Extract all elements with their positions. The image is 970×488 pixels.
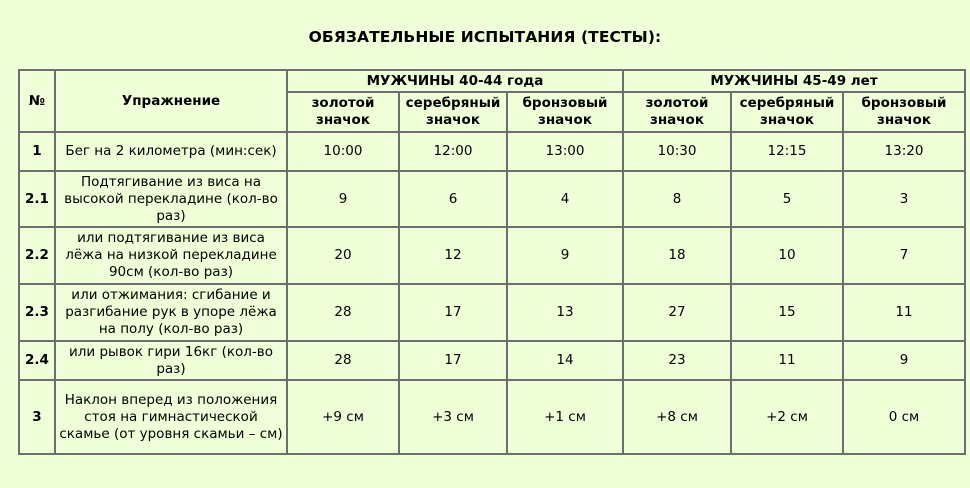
value-cell: 3 [843, 171, 965, 227]
row-number: 2.1 [19, 171, 55, 227]
exercise-cell: Подтягивание из виса на высокой перекладине (кол-во раз) [55, 171, 287, 227]
row-number: 2.4 [19, 341, 55, 380]
header-badge: серебряный значок [731, 92, 843, 132]
value-cell: 20 [287, 227, 399, 284]
exercise-cell: или отжимания: сгибание и разгибание рук в упоре лёжа на полу (кол-во раз) [55, 284, 287, 341]
value-cell: 10:00 [287, 132, 399, 171]
table-row [19, 341, 965, 380]
row-number: 1 [19, 132, 55, 171]
header-row-groups [19, 70, 965, 92]
norms-table [18, 69, 966, 455]
table-row [19, 227, 965, 284]
row-number: 3 [19, 380, 55, 454]
value-cell: +1 см [507, 380, 623, 454]
value-cell: +9 см [287, 380, 399, 454]
header-badge: серебряный значок [399, 92, 507, 132]
header-badge: бронзовый значок [507, 92, 623, 132]
value-cell: +8 см [623, 380, 731, 454]
value-cell: 4 [507, 171, 623, 227]
value-cell: +2 см [731, 380, 843, 454]
value-cell: 13:20 [843, 132, 965, 171]
exercise-cell: Бег на 2 километра (мин:сек) [55, 132, 287, 171]
value-cell: 12 [399, 227, 507, 284]
value-cell: 28 [287, 284, 399, 341]
value-cell: 9 [843, 341, 965, 380]
header-badge: золотой значок [623, 92, 731, 132]
exercise-cell: Наклон вперед из положения стоя на гимнастической скамье (от уровня скамьи – см) [55, 380, 287, 454]
value-cell: 11 [731, 341, 843, 380]
value-cell: 17 [399, 341, 507, 380]
value-cell: 7 [843, 227, 965, 284]
value-cell: 13:00 [507, 132, 623, 171]
value-cell: +3 см [399, 380, 507, 454]
value-cell: 10 [731, 227, 843, 284]
header-exercise: Упражнение [55, 70, 287, 132]
value-cell: 0 см [843, 380, 965, 454]
exercise-cell: или рывок гири 16кг (кол-во раз) [55, 341, 287, 380]
page-title: ОБЯЗАТЕЛЬНЫЕ ИСПЫТАНИЯ (ТЕСТЫ): [308, 28, 662, 46]
value-cell: 17 [399, 284, 507, 341]
value-cell: 6 [399, 171, 507, 227]
header-group-45-49: МУЖЧИНЫ 45-49 лет [623, 70, 965, 92]
value-cell: 11 [843, 284, 965, 341]
value-cell: 8 [623, 171, 731, 227]
header-group-40-44: МУЖЧИНЫ 40-44 года [287, 70, 623, 92]
table-row [19, 284, 965, 341]
header-badge: золотой значок [287, 92, 399, 132]
header-number: № [19, 70, 55, 132]
table-row [19, 132, 965, 171]
value-cell: 10:30 [623, 132, 731, 171]
row-number: 2.2 [19, 227, 55, 284]
value-cell: 18 [623, 227, 731, 284]
value-cell: 5 [731, 171, 843, 227]
value-cell: 23 [623, 341, 731, 380]
value-cell: 9 [287, 171, 399, 227]
value-cell: 9 [507, 227, 623, 284]
value-cell: 14 [507, 341, 623, 380]
row-number: 2.3 [19, 284, 55, 341]
value-cell: 28 [287, 341, 399, 380]
value-cell: 27 [623, 284, 731, 341]
exercise-cell: или подтягивание из виса лёжа на низкой перекладине 90см (кол-во раз) [55, 227, 287, 284]
value-cell: 12:15 [731, 132, 843, 171]
table-row [19, 171, 965, 227]
value-cell: 15 [731, 284, 843, 341]
header-badge: бронзовый значок [843, 92, 965, 132]
table-row [19, 380, 965, 454]
value-cell: 12:00 [399, 132, 507, 171]
value-cell: 13 [507, 284, 623, 341]
